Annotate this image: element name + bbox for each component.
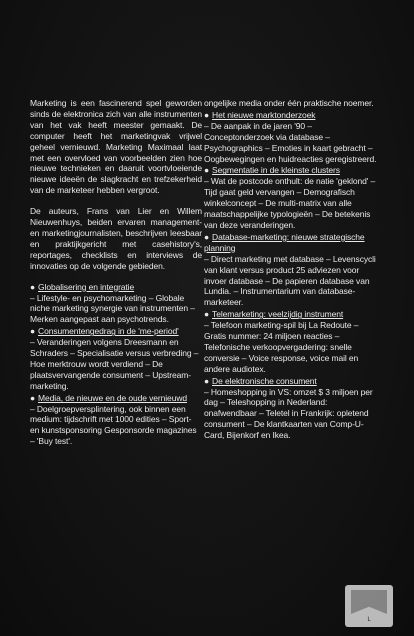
section-heading: Segmentatie in de kleinste clusters [212,165,340,176]
section-items: – Direct marketing met database – Levenscycli van klant versus product 25 adviezen voor invoer database – De papieren database van Lundia. – Instrumentarium van database-marketeer. [204,253,376,308]
authors-paragraph: De auteurs, Frans van Lier en Willem Nieuwenhuys, beiden ervaren management- en marketingjournalisten, beschrijven leesbaar en praktijkgericht met casehistory's, reportages, checklists en interviews de innovaties op de volgende gebieden. [30,206,202,271]
bullet-icon: ● [204,109,210,120]
bullet-icon: ● [204,231,210,242]
bullet-icon: ● [204,375,210,386]
continued-text: ongelijke media onder één praktische noemer. [204,98,374,108]
section-items: – Lifestyle- en psychomarketing – Globale niche marketing synergie van instrumenten – Merken aangepast aan psychotrends. [30,292,195,325]
section-consumentengedrag [30,326,202,391]
section-items: – Wat de postcode onthult: de natie 'geklond' – Tijd gaat geld vervangen – Demografisch winkelconcept – De multi-matrix van alle maatschappelijke typologieën – De betekenis van deze veranderingen. [204,176,376,230]
section-items: – De aanpak in de jaren '90 – Conceptonderzoek via database – Psychographics – Emoties in kaart gebracht – Oogbewegingen en huidreacties geregistreerd. [204,120,377,164]
bullet-icon: ● [30,281,36,292]
section-segmentatie [204,165,382,230]
logo-mark-icon [351,590,387,614]
section-media [30,393,202,448]
section-items: – Telefoon marketing-spil bij La Redoute – Gratis nummer: 24 miljoen reacties – Telefonische verkoopvergadering: snelle conversie – Voice response, voice mail en andere audiotex. [204,320,359,374]
section-elektronische-consument [204,376,382,441]
section-heading: Telemarketing: veelzijdig instrument [212,309,344,320]
section-marktonderzoek [204,110,382,165]
section-heading: Media, de nieuwe en de oude vernieuwd [38,392,187,403]
section-heading: Globalisering en integratie [38,281,135,292]
right-column [204,98,382,442]
bullet-icon: ● [30,392,36,403]
section-items: – Homeshopping in VS: omzet $ 3 miljoen per dag – Teleshopping in Nederland: onafwendbaar – Teletel in Frankrijk: opletend consument – De klantkaarten van Comp-U-Card, Bijenkorf en Ikea. [204,386,373,441]
bullet-icon: ● [204,309,210,320]
section-heading: Database-marketing: nieuwe strategische planning [204,231,365,253]
section-items: – Doelgroepversplintering, ook binnen een medium: tijdschrift met 1000 edities – Sport- en kunstsponsoring Gesponsorde magazines – 'Buy test'. [30,403,197,447]
intro-paragraph: Marketing is een fascinerend spel geworden sinds de elektronica zich van alle instrumenten van het vak heeft meester gemaakt. De computer heeft het marketingvak vrijwel geheel vernieuwd. Marketing Maximaal laat met een overvloed van voorbeelden zien hoe nieuwe technieken en daaruit voortvloeiende nieuwe ideeën de slagkracht en trefzekerheid van de marketeer hebben vergroot. [30,98,202,196]
section-globalisering [30,282,202,326]
logo-text: L [367,616,371,623]
section-items: – Veranderingen volgens Dreesmann en Schraders – Specialisatie versus verbreding – Hoe merktrouw wordt verdiend – De plaatsvervangende consument – Upstream-marketing. [30,337,199,391]
left-column [30,98,202,448]
section-heading: Het nieuwe marktonderzoek [212,109,316,120]
section-telemarketing [204,309,382,374]
publisher-logo [345,585,393,627]
section-heading: De elektronische consument [212,375,317,386]
bullet-icon: ● [30,326,36,337]
section-database-marketing [204,232,382,308]
section-heading: Consumentengedrag in de 'me-period' [38,326,179,337]
bullet-icon: ● [204,165,210,176]
